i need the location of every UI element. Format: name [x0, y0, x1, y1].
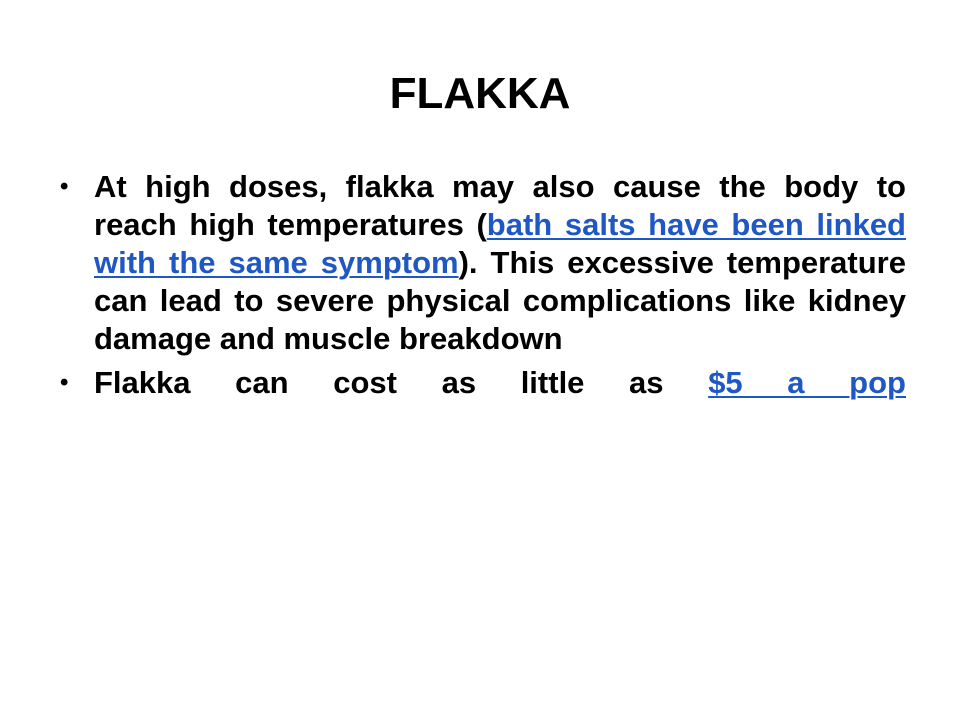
bullet-icon: •	[60, 173, 69, 200]
bullet-item	[60, 168, 906, 358]
bullet-list	[60, 168, 906, 408]
bullet-text-before: Flakka can cost as little as	[94, 365, 709, 400]
bullet-icon: •	[60, 369, 69, 396]
bullet-item	[60, 364, 906, 402]
bullet-text-before: At high doses, flakka may also cause the body to reach high temperatures (	[94, 169, 906, 242]
slide-title: FLAKKA	[389, 69, 571, 118]
bath-salts-link[interactable]: bath salts have been linked with the same symptom	[94, 207, 906, 280]
bullet-text-after: ). This excessive temperature can lead to severe physical complications like kidney damage and muscle breakdown	[94, 245, 906, 356]
price-link[interactable]: $5 a pop	[708, 365, 906, 400]
